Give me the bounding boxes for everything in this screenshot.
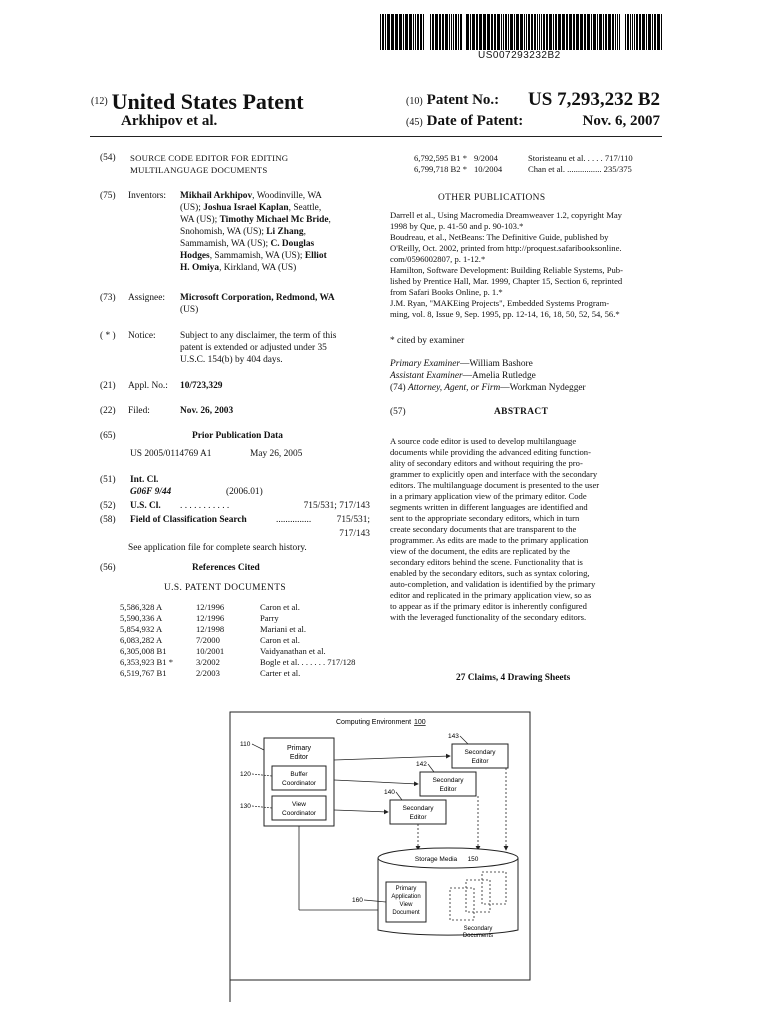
- barcode-bar: [528, 14, 530, 50]
- env-ref: 100: [414, 719, 426, 726]
- barcode-bar: [569, 14, 572, 50]
- barcode-bar: [566, 14, 568, 50]
- date-code: (45): [406, 117, 423, 128]
- abstract-body: [390, 436, 662, 623]
- field-code: (51): [100, 475, 116, 485]
- inventor-list: [180, 190, 380, 274]
- publication-line: 1998 by Que, p. 41-50 and p. 90-103.*: [390, 221, 524, 231]
- barcode-bar: [491, 14, 493, 50]
- barcode-bar: [634, 14, 635, 50]
- barcode-bar: [558, 14, 561, 50]
- barcode-bar: [549, 14, 552, 50]
- barcode-bar: [516, 14, 519, 50]
- title-line: MULTILANGUAGE DOCUMENTS: [130, 165, 268, 175]
- ref-110: 110: [240, 741, 251, 748]
- abstract-line: with the leveraged functionality of the secondary editors.: [390, 612, 587, 622]
- barcode-bar: [657, 14, 660, 50]
- barcode-bar: [399, 14, 402, 50]
- search-class: 717/143: [339, 529, 370, 539]
- inventor-line: Mikhail Arkhipov, Woodinville, WA: [180, 191, 322, 201]
- publication-line: Hamilton, Software Development: Building Reliable Systems, Pub-: [390, 265, 623, 275]
- abstract-line: to appear as if the primary editor is inherently configured: [390, 601, 587, 611]
- barcode-bar: [617, 14, 618, 50]
- barcode-bar: [573, 14, 575, 50]
- reference-num: 6,519,767 B1: [120, 668, 167, 678]
- barcode-bar: [494, 14, 496, 50]
- barcode-bar: [460, 14, 462, 50]
- primary-view-doc-label: Primary: [395, 886, 417, 892]
- reference-num: 5,590,336 A: [120, 613, 163, 623]
- attorney: [390, 382, 586, 394]
- barcode-bar: [642, 14, 645, 50]
- barcode-bar: [508, 14, 509, 50]
- secondary-editor-label: Editor: [409, 814, 427, 821]
- barcode-bar: [479, 14, 482, 50]
- barcode-bar: [555, 14, 557, 50]
- assignee-field: [100, 292, 380, 316]
- reference-num: 6,353,923 B1 *: [120, 657, 173, 667]
- barcode-bar: [505, 14, 507, 50]
- barcode-bar: [451, 14, 452, 50]
- attorney-name: —Workman Nydegger: [500, 383, 586, 393]
- abstract-line: in a primary application view of the primary editor. Code: [390, 491, 587, 501]
- abstract-line: editors. The multilanguage document is presented to the user: [390, 480, 600, 490]
- reference-date: 2/2003: [196, 668, 220, 678]
- notice-field: [100, 330, 380, 366]
- barcode-bar: [625, 14, 626, 50]
- abstract-line: sent to the appropriate secondary editors, which in turn: [390, 513, 580, 523]
- barcode-bar: [593, 14, 596, 50]
- barcode-bar: [654, 14, 656, 50]
- attorney-label: Attorney, Agent, or Firm: [407, 383, 501, 393]
- barcode-bar: [648, 14, 651, 50]
- leader-dots: . . . . . . . . . . .: [180, 501, 230, 511]
- abstract-heading: ABSTRACT: [494, 407, 549, 417]
- notice-line: patent is extended or adjusted under 35: [180, 343, 327, 353]
- secondary-doc: [450, 888, 474, 920]
- leader-dots: ...............: [276, 515, 312, 525]
- barcode-bar: [503, 14, 504, 50]
- barcode-bar: [524, 14, 525, 50]
- reference-name: Vaidyanathan et al.: [260, 646, 326, 656]
- prior-pub-heading: Prior Publication Data: [192, 431, 283, 441]
- publication-line: ming, vol. 8, Issue 9, Sep. 1995, pp. 12-14, 16, 18, 50, 52, 54, 56.*: [390, 309, 620, 319]
- publication-line: Darrell et al., Using Macromedia Dreamweaver 1.2, copyright May: [390, 210, 622, 220]
- reference-date: 12/1996: [196, 613, 225, 623]
- barcode-bar: [453, 14, 454, 50]
- barcode-bar: [639, 14, 641, 50]
- secondary-editor-label: Secondary: [432, 777, 464, 784]
- ref-140: 140: [384, 789, 395, 796]
- barcode-bar: [413, 14, 414, 50]
- barcode-bar: [405, 14, 408, 50]
- barcode-bar: [514, 14, 515, 50]
- prior-pub-number: US 2005/0114769 A1: [130, 449, 212, 459]
- barcode-bar: [661, 14, 662, 50]
- reference-name: Mariani et al.: [260, 624, 307, 634]
- abstract-line: ality of secondary editors and without requiring the pro-: [390, 458, 583, 468]
- barcode-bar: [526, 14, 527, 50]
- ref-142: 142: [416, 761, 427, 768]
- field-code: (65): [100, 431, 116, 441]
- date-label: Date of Patent:: [426, 113, 524, 129]
- reference-name: Bogle et al. . . . . . . 717/128: [260, 657, 356, 667]
- abstract-line: auto-completion, and validation is identified by the primary: [390, 579, 596, 589]
- barcode-bar: [387, 14, 390, 50]
- reference-name: Storisteanu et al. . . . . 717/110: [528, 153, 633, 163]
- field-code: (52): [100, 501, 116, 511]
- reference-num: 6,083,282 A: [120, 635, 163, 645]
- barcode-bar: [652, 14, 653, 50]
- cited-by: * cited by examiner: [390, 336, 465, 346]
- env-label: Computing Environment: [336, 719, 412, 726]
- primary-examiner-name: —William Bashore: [460, 359, 533, 369]
- barcode-bar: [501, 14, 502, 50]
- abstract-line: editor and replicated in the primary application view, so as: [390, 590, 592, 600]
- assistant-examiner: [390, 370, 536, 382]
- barcode-bar: [591, 14, 592, 50]
- field-code: (75): [100, 191, 116, 201]
- inventor-line: H. Omiya, Kirkland, WA (US): [180, 263, 297, 273]
- barcode-bar: [534, 14, 536, 50]
- barcode-bar: [546, 14, 548, 50]
- assignee-line: [180, 292, 380, 304]
- barcode-bar: [391, 14, 394, 50]
- barcode-bar: [409, 14, 412, 50]
- barcode-bar: [627, 14, 629, 50]
- notice-line: U.S.C. 154(b) by 404 days.: [180, 355, 283, 365]
- barcode-bar: [435, 14, 438, 50]
- secondary-editor-label: Editor: [471, 758, 489, 765]
- barcode-bar: [605, 14, 607, 50]
- storage-label: Storage Media: [414, 856, 458, 863]
- reference-num: 5,854,932 A: [120, 624, 163, 634]
- barcode-bar: [531, 14, 533, 50]
- primary-examiner: [390, 358, 533, 370]
- barcode-bar: [487, 14, 490, 50]
- patent-type: United States Patent: [111, 89, 304, 114]
- filed-date: Nov. 26, 2003: [180, 406, 234, 416]
- patent-date: Nov. 6, 2007: [582, 113, 660, 129]
- field-label: Field of Classification Search: [130, 515, 247, 525]
- barcode-bar: [403, 14, 404, 50]
- patent-title-header: [91, 89, 304, 115]
- primary-editor-label: Primary: [286, 745, 312, 752]
- buffer-coordinator-label: Buffer: [290, 771, 308, 778]
- field-code: (56): [100, 563, 116, 573]
- barcode-bar: [476, 14, 478, 50]
- barcode-bar: [539, 14, 540, 50]
- reference-num: 6,799,718 B2 *: [414, 164, 467, 174]
- barcode-bar: [415, 14, 416, 50]
- reference-date: 12/1998: [196, 624, 225, 634]
- primary-view-doc-label: Application: [391, 894, 421, 900]
- view-coordinator-label: Coordinator: [282, 810, 316, 817]
- abstract-line: A source code editor is used to develop multilanguage: [390, 436, 577, 446]
- barcode-bar: [449, 14, 450, 50]
- barcode: [378, 14, 662, 50]
- abstract-line: secondary editors behind the scene. Functionality that is: [390, 557, 583, 567]
- storage-ref: 150: [467, 856, 479, 863]
- search-note: See application file for complete search history.: [128, 543, 307, 553]
- reference-name: Caron et al.: [260, 602, 300, 612]
- secondary-editor-label: Editor: [439, 786, 457, 793]
- abstract-line: grammer to explicitly open and interface with the secondary: [390, 469, 598, 479]
- doc-kind-code: (12): [91, 96, 108, 107]
- prior-pub-date: May 26, 2005: [250, 449, 303, 459]
- assignee-name: Microsoft Corporation, Redmond, WA: [180, 293, 335, 303]
- field-code: (54): [100, 153, 116, 163]
- publication-line: com/0596002807, p. 1-12.*: [390, 254, 486, 264]
- barcode-bar: [380, 14, 381, 50]
- barcode-bar: [576, 14, 579, 50]
- patent-no-code: (10): [406, 96, 423, 107]
- abstract-line: programmer. As edits are made to the primary application: [390, 535, 589, 545]
- barcode-number: US007293232B2: [478, 50, 561, 61]
- field-label: Notice:: [128, 331, 156, 341]
- title-field: [100, 152, 380, 176]
- primary-view-doc-label: View: [399, 902, 413, 908]
- assistant-examiner-label: Assistant Examiner: [390, 371, 463, 381]
- publication-line: O'Reilly, Oct. 2002, printed from http://proquest.safaribooksonline.: [390, 243, 622, 253]
- notice-line: Subject to any disclaimer, the term of this: [180, 331, 337, 341]
- appl-no: 10/723,329: [180, 381, 223, 391]
- field-code: (22): [100, 406, 116, 416]
- publication-line: from Safari Books Online, p. 1.*: [390, 287, 503, 297]
- barcode-bar: [543, 14, 545, 50]
- date-of-patent-field: [406, 113, 660, 130]
- reference-num: 6,792,595 B1 *: [414, 153, 467, 163]
- barcode-bar: [580, 14, 583, 50]
- field-label: Filed:: [128, 406, 150, 416]
- barcode-bar: [458, 14, 459, 50]
- primary-view-doc-label: Document: [392, 910, 420, 916]
- header-rule: [90, 136, 662, 137]
- int-class: G06F 9/44: [130, 487, 172, 497]
- barcode-bar: [646, 14, 647, 50]
- barcode-bar: [466, 14, 469, 50]
- inventors-field: [100, 190, 380, 274]
- reference-date: 3/2002: [196, 657, 220, 667]
- field-label: Assignee:: [128, 293, 165, 303]
- ref-160: 160: [352, 897, 363, 904]
- barcode-bar: [483, 14, 486, 50]
- barcode-bar: [615, 14, 616, 50]
- barcode-bar: [385, 14, 386, 50]
- reference-num: 5,586,328 A: [120, 602, 163, 612]
- inventor-line: WA (US); Timothy Michael Mc Bride,: [180, 215, 331, 225]
- barcode-bar: [520, 14, 523, 50]
- barcode-bar: [430, 14, 431, 50]
- field-code: ( * ): [100, 331, 116, 341]
- secondary-editor-label: Secondary: [464, 749, 496, 756]
- assignee-line: (US): [180, 305, 199, 315]
- publication-line: Boudreau, et al., NetBeans: The Definitive Guide, published by: [390, 232, 609, 242]
- barcode-bar: [510, 14, 513, 50]
- reference-num: 6,305,008 B1: [120, 646, 167, 656]
- barcode-bar: [442, 14, 444, 50]
- barcode-bar: [584, 14, 586, 50]
- barcode-bar: [541, 14, 542, 50]
- barcode-bar: [497, 14, 500, 50]
- inventor-line: Hodges, Sammamish, WA (US); Elliot: [180, 251, 327, 261]
- barcode-bar: [632, 14, 633, 50]
- field-label: Appl. No.:: [128, 381, 168, 391]
- patent-no-label: Patent No.:: [426, 92, 500, 108]
- assistant-examiner-name: —Amelia Rutledge: [462, 371, 536, 381]
- barcode-bar: [612, 14, 614, 50]
- barcode-bar: [470, 14, 471, 50]
- field-code: (73): [100, 293, 116, 303]
- field-label: Int. Cl.: [130, 475, 159, 485]
- barcode-bar: [553, 14, 554, 50]
- inventor-line: Sammamish, WA (US); C. Douglas: [180, 239, 315, 249]
- us-class: 715/531; 717/143: [303, 501, 370, 511]
- abstract-line: create secondary documents that are transparent to the: [390, 524, 577, 534]
- reference-name: Parry: [260, 613, 279, 623]
- barcode-bar: [608, 14, 611, 50]
- barcode-bar: [420, 14, 422, 50]
- barcode-bar: [423, 14, 424, 50]
- ref-120: 120: [240, 771, 251, 778]
- field-code: (21): [100, 381, 116, 391]
- barcode-bar: [619, 14, 620, 50]
- secondary-docs-label: Documents: [462, 933, 494, 939]
- barcode-bar: [537, 14, 538, 50]
- inventor-line: Snohomish, WA (US); Li Zhang,: [180, 227, 306, 237]
- barcode-bar: [636, 14, 638, 50]
- other-pubs-heading: OTHER PUBLICATIONS: [438, 193, 546, 203]
- secondary-docs-label: Secondary: [463, 926, 493, 932]
- barcode-bar: [587, 14, 590, 50]
- barcode-bar: [445, 14, 448, 50]
- primary-editor-label: Editor: [289, 754, 309, 761]
- barcode-bar: [597, 14, 598, 50]
- ref-143: 143: [448, 733, 459, 740]
- reference-date: 10/2004: [474, 164, 503, 174]
- barcode-bar: [455, 14, 457, 50]
- barcode-bar: [603, 14, 604, 50]
- reference-name: Caron et al.: [260, 635, 300, 645]
- abstract-line: view of the document, the edits are replicated by the: [390, 546, 570, 556]
- barcode-bar: [599, 14, 602, 50]
- title-line: SOURCE CODE EDITOR FOR EDITING: [130, 153, 289, 163]
- reference-name: Carter et al.: [260, 668, 301, 678]
- buffer-coordinator-label: Coordinator: [282, 780, 316, 787]
- secondary-editor-label: Secondary: [402, 805, 434, 812]
- int-class-date: (2006.01): [226, 487, 263, 497]
- other-pubs: [390, 210, 662, 320]
- patent-number: US 7,293,232 B2: [528, 89, 660, 110]
- patent-number-field: [406, 89, 660, 110]
- inventor-line: (US); Joshua Israel Kaplan, Seattle,: [180, 203, 322, 213]
- claims-line: 27 Claims, 4 Drawing Sheets: [456, 673, 571, 683]
- view-coordinator-label: View: [292, 801, 306, 808]
- field-code: (74): [390, 383, 406, 393]
- inventor-short: Arkhipov et al.: [121, 113, 218, 129]
- ref-130: 130: [240, 803, 251, 810]
- barcode-bar: [630, 14, 631, 50]
- reference-date: 9/2004: [474, 153, 498, 163]
- secondary-doc: [466, 880, 490, 912]
- refs-subheading: U.S. PATENT DOCUMENTS: [164, 583, 286, 593]
- abstract-line: enabled by the secondary editors, such as syntax coloring,: [390, 568, 590, 578]
- field-code: (58): [100, 515, 116, 525]
- barcode-bar: [382, 14, 384, 50]
- refs-heading: References Cited: [192, 563, 260, 573]
- figure-diagram: [228, 710, 534, 1010]
- barcode-bar: [562, 14, 565, 50]
- barcode-bar: [395, 14, 398, 50]
- search-class: 715/531;: [336, 515, 370, 525]
- abstract-line: segments written in different languages are identified and: [390, 502, 588, 512]
- barcode-bar: [472, 14, 475, 50]
- reference-name: Chan et al. ................ 235/375: [528, 164, 632, 174]
- barcode-bar: [439, 14, 441, 50]
- barcode-bar: [417, 14, 419, 50]
- field-label: U.S. Cl.: [130, 501, 161, 511]
- primary-examiner-label: Primary Examiner: [390, 359, 461, 369]
- abstract-code: (57): [390, 407, 406, 417]
- reference-date: 7/2000: [196, 635, 220, 645]
- barcode-bar: [432, 14, 434, 50]
- reference-date: 12/1996: [196, 602, 225, 612]
- field-label: Inventors:: [128, 191, 167, 201]
- reference-date: 10/2001: [196, 646, 225, 656]
- secondary-doc: [482, 872, 506, 904]
- publication-line: J.M. Ryan, "MAKEing Projects", Embedded Systems Program-: [390, 298, 610, 308]
- abstract-line: documents while providing the advanced editing function-: [390, 447, 591, 457]
- publication-line: lished by Prentice Hall, Mar. 1999, Chapter 15, Section 6, reprinted: [390, 276, 623, 286]
